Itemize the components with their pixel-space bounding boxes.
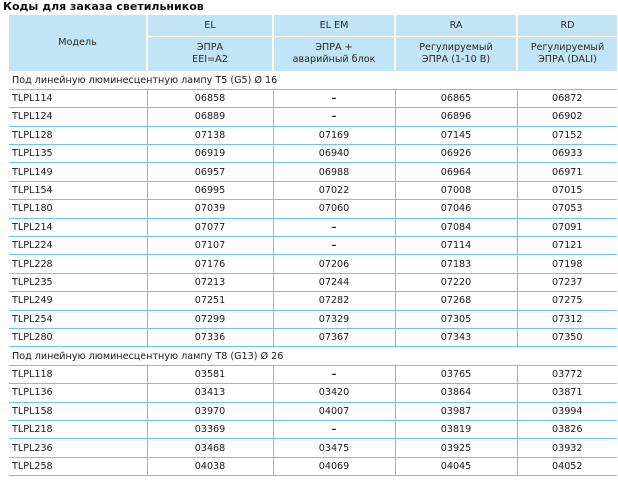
code-cell: 03772 <box>517 365 617 383</box>
code-cell: 07350 <box>517 328 617 346</box>
code-cell: 06896 <box>395 108 517 126</box>
code-cell: 06995 <box>147 181 273 199</box>
code-cell: 07039 <box>147 200 273 218</box>
code-cell: 07169 <box>273 126 395 144</box>
code-cell: 03932 <box>517 439 617 457</box>
model-cell: TLPL118 <box>9 365 147 383</box>
code-cell: 06902 <box>517 108 617 126</box>
code-cell: 07107 <box>147 237 273 255</box>
model-cell: TLPL180 <box>9 200 147 218</box>
code-cell: 03581 <box>147 365 273 383</box>
table-row <box>9 402 617 420</box>
model-cell: TLPL218 <box>9 420 147 438</box>
group-row <box>9 347 617 365</box>
model-cell: TLPL249 <box>9 292 147 310</box>
code-cell: 07022 <box>273 181 395 199</box>
table-row <box>9 200 617 218</box>
code-cell: 07282 <box>273 292 395 310</box>
code-cell: 07176 <box>147 255 273 273</box>
code-cell: 07138 <box>147 126 273 144</box>
code-cell: – <box>273 237 395 255</box>
code-cell: 06865 <box>395 89 517 107</box>
model-cell: TLPL280 <box>9 328 147 346</box>
code-cell: 07237 <box>517 273 617 291</box>
group-row <box>9 71 617 89</box>
code-cell: 07268 <box>395 292 517 310</box>
code-cell: 03994 <box>517 402 617 420</box>
code-cell: 03987 <box>395 402 517 420</box>
code-cell: 06988 <box>273 163 395 181</box>
code-cell: 07084 <box>395 218 517 236</box>
model-cell: TLPL149 <box>9 163 147 181</box>
header-desc-ra: Регулируемый ЭПРА (1-10 В) <box>395 37 517 72</box>
code-cell: 03925 <box>395 439 517 457</box>
code-cell: 07091 <box>517 218 617 236</box>
code-cell: 03369 <box>147 420 273 438</box>
code-cell: 03871 <box>517 384 617 402</box>
group-label: Под линейную люминесцентную лампу T8 (G13) Ø 26 <box>9 347 617 365</box>
code-cell: 07015 <box>517 181 617 199</box>
model-cell: TLPL158 <box>9 402 147 420</box>
code-cell: 07152 <box>517 126 617 144</box>
code-cell: – <box>273 218 395 236</box>
model-cell: TLPL124 <box>9 108 147 126</box>
code-cell: – <box>273 420 395 438</box>
header-code-el: EL <box>147 15 273 37</box>
code-cell: 04007 <box>273 402 395 420</box>
model-cell: TLPL128 <box>9 126 147 144</box>
table-row <box>9 126 617 144</box>
table-row <box>9 273 617 291</box>
model-cell: TLPL224 <box>9 237 147 255</box>
code-cell: 07114 <box>395 237 517 255</box>
code-cell: – <box>273 365 395 383</box>
page-title: Коды для заказа светильников <box>3 0 204 13</box>
code-cell: 03420 <box>273 384 395 402</box>
table-row <box>9 457 617 475</box>
table-row <box>9 145 617 163</box>
code-cell: 07299 <box>147 310 273 328</box>
code-cell: 06926 <box>395 145 517 163</box>
code-cell: 03765 <box>395 365 517 383</box>
table-row <box>9 328 617 346</box>
code-cell: 07220 <box>395 273 517 291</box>
code-cell: 06872 <box>517 89 617 107</box>
model-cell: TLPL258 <box>9 457 147 475</box>
code-cell: 03468 <box>147 439 273 457</box>
header-desc-el-em: ЭПРА + аварийный блок <box>273 37 395 72</box>
code-cell: 04052 <box>517 457 617 475</box>
table-row <box>9 108 617 126</box>
code-cell: 07060 <box>273 200 395 218</box>
code-cell: 07367 <box>273 328 395 346</box>
code-cell: 04038 <box>147 457 273 475</box>
table-header <box>9 15 617 71</box>
header-model: Модель <box>9 15 147 71</box>
code-cell: 06957 <box>147 163 273 181</box>
model-cell: TLPL136 <box>9 384 147 402</box>
model-cell: TLPL154 <box>9 181 147 199</box>
code-cell: 03864 <box>395 384 517 402</box>
code-cell: 07183 <box>395 255 517 273</box>
table-row <box>9 89 617 107</box>
code-cell: 07077 <box>147 218 273 236</box>
code-cell: 03475 <box>273 439 395 457</box>
code-cell: 06933 <box>517 145 617 163</box>
code-cell: 06889 <box>147 108 273 126</box>
model-cell: TLPL236 <box>9 439 147 457</box>
code-cell: 07198 <box>517 255 617 273</box>
table-row <box>9 384 617 402</box>
table-row <box>9 292 617 310</box>
code-cell: 07244 <box>273 273 395 291</box>
code-cell: 07145 <box>395 126 517 144</box>
model-cell: TLPL228 <box>9 255 147 273</box>
code-cell: 03826 <box>517 420 617 438</box>
table-row <box>9 181 617 199</box>
table-body <box>9 71 617 476</box>
table-row <box>9 218 617 236</box>
table-row <box>9 420 617 438</box>
code-cell: 06940 <box>273 145 395 163</box>
code-cell: 07121 <box>517 237 617 255</box>
code-cell: 07305 <box>395 310 517 328</box>
code-cell: 03819 <box>395 420 517 438</box>
header-code-ra: RA <box>395 15 517 37</box>
header-desc-rd: Регулируемый ЭПРА (DALI) <box>517 37 617 72</box>
table-row <box>9 237 617 255</box>
code-cell: 07336 <box>147 328 273 346</box>
code-cell: 07008 <box>395 181 517 199</box>
code-cell: 07213 <box>147 273 273 291</box>
header-code-el-em: EL EM <box>273 15 395 37</box>
code-cell: 07275 <box>517 292 617 310</box>
table-row <box>9 255 617 273</box>
table-row <box>9 163 617 181</box>
header-code-rd: RD <box>517 15 617 37</box>
code-cell: 06971 <box>517 163 617 181</box>
table-row <box>9 310 617 328</box>
table-row <box>9 439 617 457</box>
code-cell: 07046 <box>395 200 517 218</box>
code-cell: 07251 <box>147 292 273 310</box>
code-cell: 03413 <box>147 384 273 402</box>
code-cell: 04045 <box>395 457 517 475</box>
code-cell: 07329 <box>273 310 395 328</box>
code-cell: 07343 <box>395 328 517 346</box>
code-cell: – <box>273 89 395 107</box>
code-cell: 06964 <box>395 163 517 181</box>
model-cell: TLPL214 <box>9 218 147 236</box>
code-cell: 07206 <box>273 255 395 273</box>
model-cell: TLPL114 <box>9 89 147 107</box>
code-cell: – <box>273 108 395 126</box>
group-label: Под линейную люминесцентную лампу T5 (G5) Ø 16 <box>9 71 617 89</box>
model-cell: TLPL235 <box>9 273 147 291</box>
code-cell: 04069 <box>273 457 395 475</box>
code-cell: 06858 <box>147 89 273 107</box>
code-cell: 07312 <box>517 310 617 328</box>
order-codes-table <box>9 15 617 476</box>
code-cell: 03970 <box>147 402 273 420</box>
code-cell: 06919 <box>147 145 273 163</box>
model-cell: TLPL135 <box>9 145 147 163</box>
table-row <box>9 365 617 383</box>
code-cell: 07053 <box>517 200 617 218</box>
model-cell: TLPL254 <box>9 310 147 328</box>
header-desc-el: ЭПРА EEI=A2 <box>147 37 273 72</box>
